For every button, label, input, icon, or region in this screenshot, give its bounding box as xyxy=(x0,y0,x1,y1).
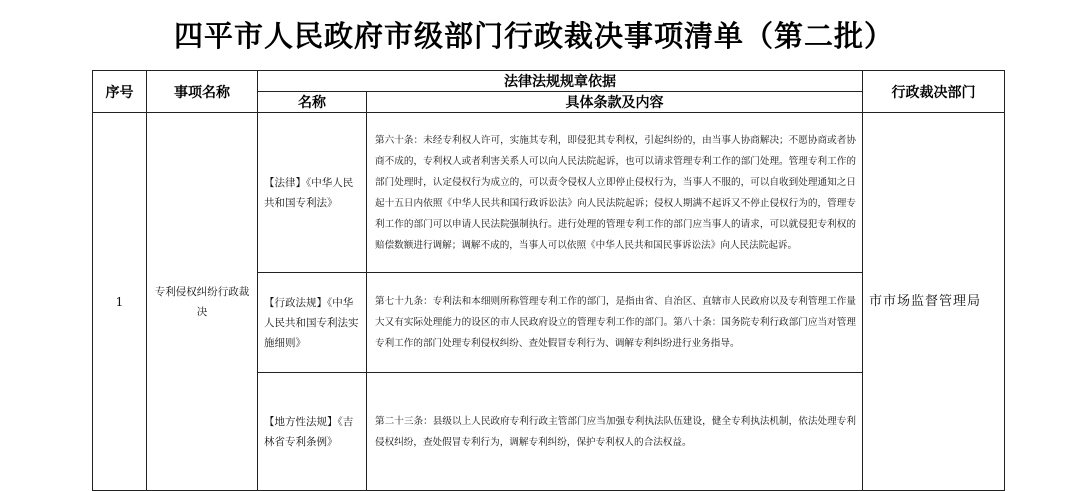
header-legal-basis: 法律法规规章依据 xyxy=(258,71,863,92)
header-content: 具体条款及内容 xyxy=(367,92,863,113)
law-name: 【法律】《中华人民共和国专利法》 xyxy=(258,113,367,273)
table-row xyxy=(93,113,1005,273)
header-item-name: 事项名称 xyxy=(147,71,258,113)
header-department: 行政裁决部门 xyxy=(863,71,1005,113)
law-name: 【行政法规】《中华人民共和国专利法实施细则》 xyxy=(258,273,367,373)
header-seq: 序号 xyxy=(93,71,147,113)
law-content: 第二十三条：县级以上人民政府专利行政主管部门应当加强专利执法队伍建设，健全专利执法机制，依法处理专利侵权纠纷，查处假冒专利行为，调解专利纠纷，保护专利权人的合法权益。 xyxy=(367,373,863,491)
law-name: 【地方性法规】《吉林省专利条例》 xyxy=(258,373,367,491)
page-title: 四平市人民政府市级部门行政裁决事项清单（第二批） xyxy=(173,19,894,53)
row-item-name: 专利侵权纠纷行政裁决 xyxy=(147,113,258,491)
adjudication-table xyxy=(92,70,1005,491)
law-content: 第七十九条：专利法和本细则所称管理专利工作的部门，是指由省、自治区、直辖市人民政府以及专利管理工作量大又有实际处理能力的设区的市人民政府设立的管理专利工作的部门。第八十条：国务院专利行政部门应当对管理专利工作的部门处理专利侵权纠纷、查处假冒专利行为、调解专利纠纷进行业务指导。 xyxy=(367,273,863,373)
header-name: 名称 xyxy=(258,92,367,113)
row-department: 市市场监督管理局 xyxy=(863,113,1005,491)
row-seq: 1 xyxy=(93,113,147,491)
law-content: 第六十条：未经专利权人许可，实施其专利，即侵犯其专利权，引起纠纷的，由当事人协商解决；不愿协商或者协商不成的，专利权人或者利害关系人可以向人民法院起诉，也可以请求管理专利工作的部门处理。管理专利工作的部门处理时，认定侵权行为成立的，可以责令侵权人立即停止侵权行为，当事人不服的，可以自收到处理通知之日起十五日内依照《中华人民共和国行政诉讼法》向人民法院起诉；侵权人期满不起诉又不停止侵权行为的，管理专利工作的部门可以申请人民法院强制执行。进行处理的管理专利工作的部门应当事人的请求，可以就侵犯专利权的赔偿数额进行调解；调解不成的，当事人可以依照《中华人民共和国民事诉讼法》向人民法院起诉。 xyxy=(367,113,863,273)
